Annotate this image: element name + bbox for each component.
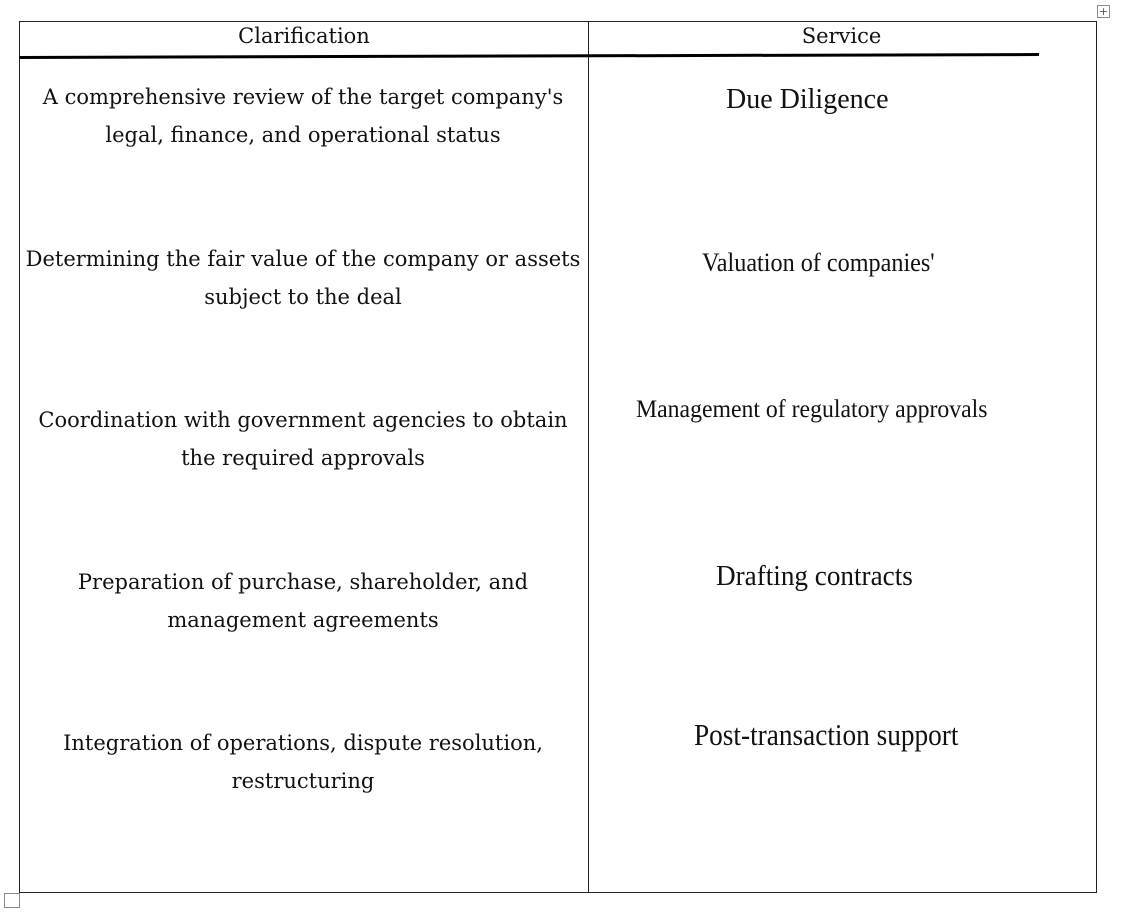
column-divider (588, 21, 589, 892)
row-5-service: Post-transaction support (694, 717, 959, 752)
table-move-handle-icon[interactable]: + (1098, 5, 1109, 18)
table-resize-handle-icon[interactable] (4, 893, 20, 908)
row-1-service: Due Diligence (726, 84, 889, 115)
header-service: Service (801, 24, 882, 48)
row-2-service: Valuation of companies' (702, 248, 935, 277)
row-2-clarification: Determining the fair value of the company or assets subject to the deal (25, 247, 581, 309)
row-3-service: Management of regulatory approvals (636, 396, 988, 423)
row-5-clarification: Integration of operations, dispute resolution, restructuring (63, 731, 543, 793)
row-1-clarification: A comprehensive review of the target company's legal, finance, and operational status (42, 85, 564, 147)
row-4-clarification: Preparation of purchase, shareholder, and management agreements (77, 570, 529, 632)
header-separator (19, 53, 1039, 59)
row-3-clarification: Coordination with government agencies to obtain the required approvals (38, 408, 568, 470)
row-4-service: Drafting contracts (716, 561, 913, 592)
header-clarification: Clarification (238, 24, 370, 48)
